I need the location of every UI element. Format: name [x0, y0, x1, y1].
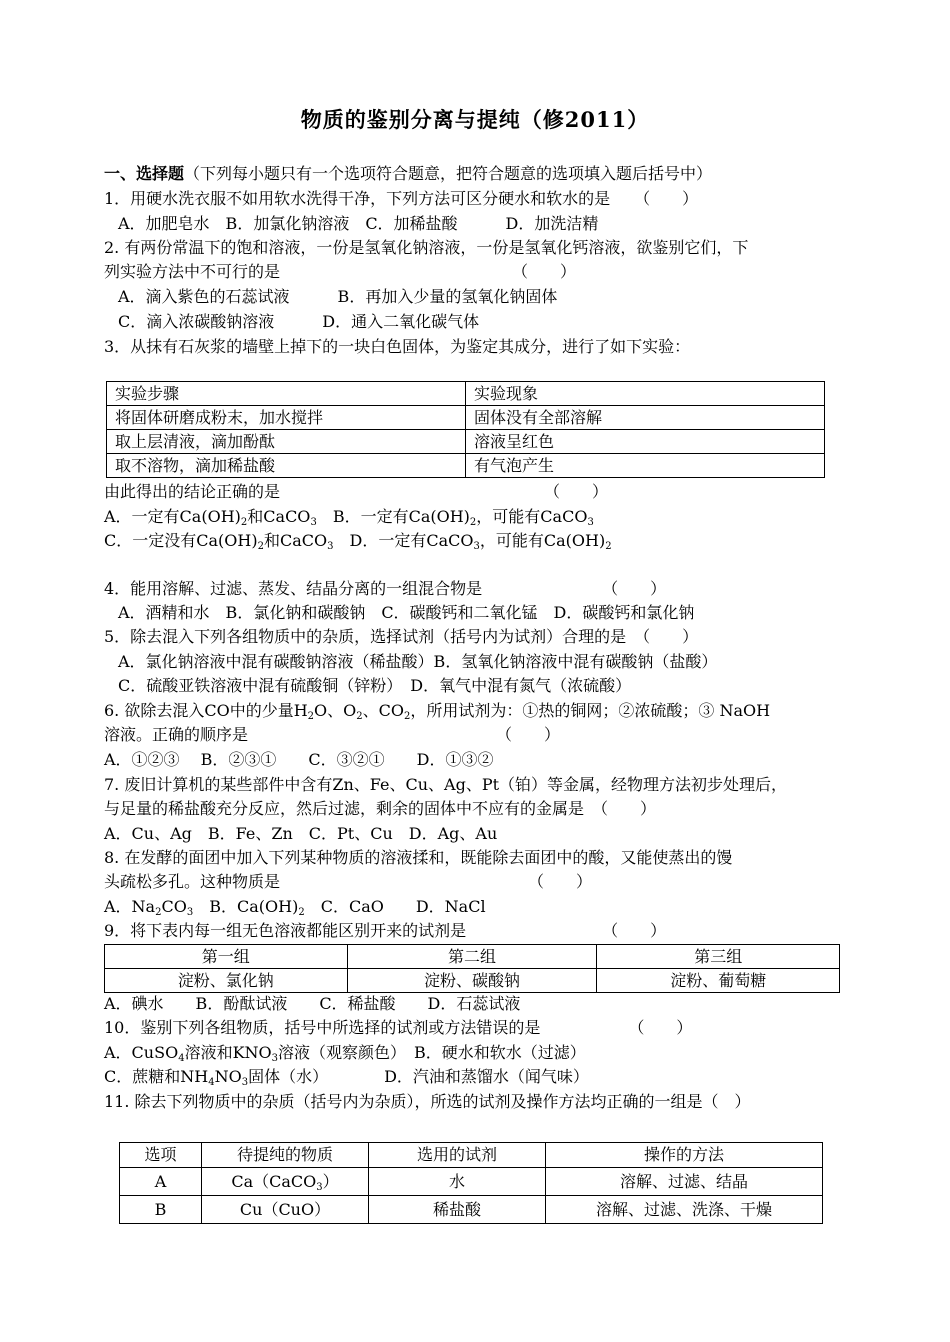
q10-option-a: A．CuSO: [104, 1043, 179, 1062]
q10-option-a-cont: 溶液和KNO: [184, 1043, 272, 1062]
cell-text: Ca（CaCO: [231, 1171, 317, 1191]
table-row: [120, 1196, 823, 1224]
q3-options-cd: [104, 529, 849, 553]
q2-stem-line1: 2. 有两份常温下的饱和溶液，一份是氢氧化钠溶液，一份是氢氧化钙溶液，欲鉴别它们，下: [104, 238, 749, 257]
subscript: 4: [178, 1053, 185, 1064]
table-cell: 取不溶物，滴加稀盐酸: [107, 454, 466, 478]
q2-options-cd: C．滴入浓碳酸钠溶液 D．通入二氧化碳气体: [118, 312, 480, 331]
table-row: [107, 454, 825, 478]
table-cell: 将固体研磨成粉末，加水搅拌: [107, 406, 466, 430]
section-note: （下列每小题只有一个选项符合题意，把符合题意的选项填入题后括号中）: [184, 164, 713, 183]
table-header-cell: 第三组: [597, 945, 840, 969]
table-header-cell: 操作的方法: [546, 1143, 823, 1168]
q7-stem-line1: 7. 废旧计算机的某些部件中含有Zn、Fe、Cu、Ag、Pt（铂）等金属，经物理方法初步处理后，: [104, 775, 788, 794]
section-heading-line: [104, 162, 849, 186]
subscript: 4: [208, 1077, 215, 1088]
q3-table: [106, 381, 825, 478]
q3-option-b: B．一定有Ca(OH): [316, 507, 470, 526]
table-cell: A: [120, 1168, 202, 1196]
table-header-cell: 选用的试剂: [369, 1143, 546, 1168]
q10-option-c-cont: NO: [214, 1067, 242, 1086]
q8-option-a: A．Na: [104, 897, 156, 916]
q3-conclusion: 由此得出的结论正确的是 （ ）: [104, 482, 609, 501]
q11-stem: 11. 除去下列物质中的杂质（括号内为杂质），所选的试剂及操作方法均正确的一组是（ ）: [104, 1092, 751, 1111]
q6-stem-part: 6. 欲除去混入CO中的少量H: [104, 701, 308, 720]
table-header-cell: 实验步骤: [107, 382, 466, 406]
q10-option-c-rest: 固体（水） D．汽油和蒸馏水（闻气味）: [248, 1067, 589, 1086]
table-cell: 固体没有全部溶解: [466, 406, 825, 430]
table-cell: 溶解、过滤、洗涤、干燥: [546, 1196, 823, 1224]
subscript: 3: [310, 517, 317, 528]
table-header-cell: 第二组: [347, 945, 597, 969]
table-cell: 淀粉、氯化钠: [105, 969, 348, 993]
table-cell: 溶解、过滤、结晶: [546, 1168, 823, 1196]
table-row: [120, 1168, 823, 1196]
q9-table: [104, 944, 840, 993]
subscript: 2: [356, 711, 363, 722]
q3-option-d: D．一定有CaCO: [333, 531, 474, 550]
q9-options: A．碘水 B．酚酞试液 C．稀盐酸 D．石蕊试液: [104, 994, 521, 1013]
table-row: [107, 382, 825, 406]
q4-stem: 4．能用溶解、过滤、蒸发、结晶分离的一组混合物是 （ ）: [104, 579, 667, 598]
q6-stem-part: O、O: [314, 701, 357, 720]
table-cell: 稀盐酸: [369, 1196, 546, 1224]
q8-option-b: B．Ca(OH): [193, 897, 299, 916]
table-cell: 淀粉、葡萄糖: [597, 969, 840, 993]
table-row: [107, 430, 825, 454]
subscript: 3: [327, 541, 334, 552]
table-cell: [202, 1168, 369, 1196]
table-cell: B: [120, 1196, 202, 1224]
subscript: 2: [240, 517, 248, 528]
q8-options-cd: C．CaO D．NaCl: [304, 897, 486, 916]
table-header-cell: 选项: [120, 1143, 202, 1168]
subscript: 3: [241, 1077, 249, 1088]
table-header-cell: 待提纯的物质: [202, 1143, 369, 1168]
page-title: 物质的鉴别分离与提纯（修2011）: [300, 107, 650, 132]
q8-options: [104, 895, 849, 919]
q7-options: A．Cu、Ag B．Fe、Zn C．Pt、Cu D．Ag、Au: [104, 824, 498, 843]
subscript: 3: [587, 517, 594, 528]
q7-stem-line2: 与足量的稀盐酸充分反应，然后过滤，剩余的固体中不应有的金属是 （ ）: [104, 799, 657, 818]
table-cell: 有气泡产生: [466, 454, 825, 478]
subscript: 2: [605, 541, 612, 552]
q8-stem-line2: 头疏松多孔。这种物质是 （ ）: [104, 872, 593, 891]
q6-stem-part: 、CO: [362, 701, 405, 720]
subscript: 3: [186, 907, 194, 918]
q3-option-a-cont: 和CaCO: [247, 507, 311, 526]
subscript: 3: [473, 541, 480, 552]
table-row: [105, 969, 840, 993]
q4-options: A．酒精和水 B．氯化钠和碳酸钠 C．碳酸钙和二氧化锰 D．碳酸钙和氯化钠: [118, 603, 695, 622]
q5-stem: 5．除去混入下列各组物质中的杂质，选择试剂（括号内为试剂）合理的是 （ ）: [104, 627, 699, 646]
q9-stem: 9．将下表内每一组无色溶液都能区别开来的试剂是 （ ）: [104, 921, 667, 940]
q6-stem-line1: [104, 699, 849, 723]
q2-options-ab: A．滴入紫色的石蕊试液 B．再加入少量的氢氧化钠固体: [118, 287, 558, 306]
table-cell: 溶液呈红色: [466, 430, 825, 454]
table-cell: 淀粉、碳酸钠: [347, 969, 597, 993]
q5-options-cd: C．硫酸亚铁溶液中混有硫酸铜（锌粉） D．氧气中混有氮气（浓硫酸）: [118, 676, 632, 695]
q1-stem: 1．用硬水洗衣服不如用软水洗得干净，下列方法可区分硬水和软水的是 （ ）: [104, 189, 699, 208]
q3-options-ab: [104, 505, 849, 529]
q6-options: A．①②③ B．②③① C．③②① D．①③②: [104, 750, 494, 769]
q10-option-a-rest: 溶液（观察颜色） B．硬水和软水（过滤）: [278, 1043, 586, 1062]
section-heading: 一、选择题: [104, 164, 185, 183]
q10-option-c: C．蔗糖和NH: [104, 1067, 209, 1086]
cell-text: ）: [322, 1171, 339, 1191]
subscript: 3: [316, 1181, 323, 1193]
subscript: 3: [271, 1053, 279, 1064]
q10-options-ab: [104, 1041, 849, 1065]
q3-stem: 3．从抹有石灰浆的墙壁上掉下的一块白色固体，为鉴定其成分，进行了如下实验：: [104, 337, 691, 356]
table-cell: 取上层清液，滴加酚酞: [107, 430, 466, 454]
q3-option-c: C．一定没有Ca(OH): [104, 531, 258, 550]
table-row: [107, 406, 825, 430]
q1-options: A．加肥皂水 B．加氯化钠溶液 C．加稀盐酸 D．加洗洁精: [118, 214, 599, 233]
table-cell: Cu（CuO）: [202, 1196, 369, 1224]
subscript: 2: [155, 907, 162, 918]
subscript: 2: [257, 541, 264, 552]
subscript: 2: [298, 907, 305, 918]
q6-stem-part: ，所用试剂为：①热的铜网；②浓硫酸；③ NaOH: [410, 701, 771, 720]
q6-stem-line2: 溶液。正确的顺序是 （ ）: [104, 725, 561, 744]
q11-table: [119, 1142, 823, 1224]
q10-stem: 10．鉴别下列各组物质，括号中所选择的试剂或方法错误的是 （ ）: [104, 1018, 693, 1037]
q5-options-ab: A．氯化钠溶液中混有碳酸钠溶液（稀盐酸）B．氢氧化钠溶液中混有碳酸钠（盐酸）: [118, 652, 718, 671]
q3-option-a: A．一定有Ca(OH): [104, 507, 241, 526]
table-row: [120, 1143, 823, 1168]
table-row: [105, 945, 840, 969]
subscript: 2: [469, 517, 477, 528]
table-header-cell: 实验现象: [466, 382, 825, 406]
subscript: 2: [307, 711, 315, 722]
q8-option-a-cont: CO: [161, 897, 187, 916]
table-cell: 水: [369, 1168, 546, 1196]
q3-option-d-cont: ，可能有Ca(OH): [479, 531, 606, 550]
subscript: 2: [404, 711, 411, 722]
q10-options-cd: [104, 1065, 849, 1089]
q3-option-b-cont: ，可能有CaCO: [476, 507, 588, 526]
q3-option-c-cont: 和CaCO: [263, 531, 328, 550]
table-header-cell: 第一组: [105, 945, 348, 969]
q2-stem-line2: 列实验方法中不可行的是 （ ）: [104, 262, 577, 281]
q8-stem-line1: 8. 在发酵的面团中加入下列某种物质的溶液揉和，既能除去面团中的酸，又能使蒸出的馒: [104, 848, 733, 867]
